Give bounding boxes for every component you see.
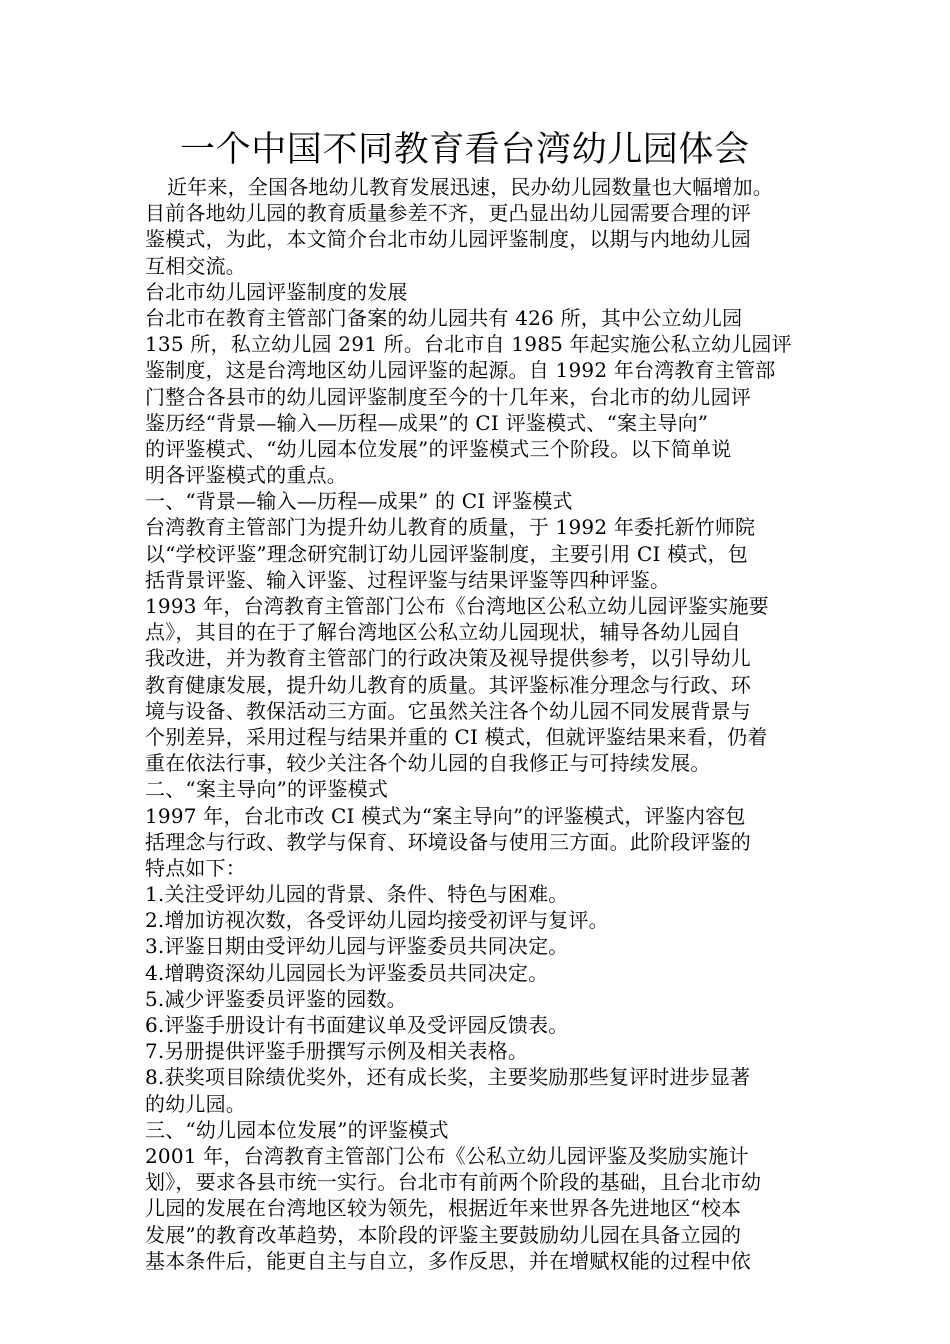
- text-line: 括理念与行政、教学与保育、环境设备与使用三方面。此阶段评鉴的: [145, 829, 751, 854]
- text-line: 的幼儿园。: [145, 1091, 246, 1116]
- text-line: 的评鉴模式、“幼儿园本位发展”的评鉴模式三个阶段。以下简单说: [145, 436, 732, 461]
- text-line: 个别差异，采用过程与结果并重的 CI 模式，但就评鉴结果来看，仍着: [145, 724, 768, 749]
- text-line: 台北市在教育主管部门备案的幼儿园共有 426 所，其中公立幼儿园: [145, 305, 743, 330]
- text-line: 4.增聘资深幼儿园园长为评鉴委员共同决定。: [145, 960, 549, 985]
- text-line: 我改进，并为教育主管部门的行政决策及视导提供参考，以引导幼儿: [145, 646, 751, 671]
- text-line: 3.评鉴日期由受评幼儿园与评鉴委员共同决定。: [145, 934, 569, 959]
- text-line: 7.另册提供评鉴手册撰写示例及相关表格。: [145, 1039, 529, 1064]
- text-line: 鉴制度，这是台湾地区幼儿园评鉴的起源。自 1992 年台湾教育主管部: [145, 358, 776, 383]
- text-line: 鉴模式，为此，本文简介台北市幼儿园评鉴制度，以期与内地幼儿园: [145, 227, 751, 252]
- text-line: 括背景评鉴、输入评鉴、过程评鉴与结果评鉴等四种评鉴。: [145, 567, 671, 592]
- text-line: 6.评鉴手册设计有书面建议单及受评园反馈表。: [145, 1013, 569, 1037]
- text-line: 基本条件后，能更自主与自立，多作反思，并在增赋权能的过程中依: [145, 1248, 751, 1273]
- text-line: 明各评鉴模式的重点。: [145, 463, 347, 488]
- text-line: 台北市幼儿园评鉴制度的发展: [145, 279, 408, 304]
- text-line: 8.获奖项目除绩优奖外，还有成长奖，主要奖励那些复评时进步显著: [145, 1065, 751, 1090]
- text-line: 台湾教育主管部门为提升幼儿教育的质量，于 1992 年委托新竹师院: [145, 515, 756, 540]
- text-line: 2001 年，台湾教育主管部门公布《公私立幼儿园评鉴及奖励实施计: [145, 1143, 749, 1168]
- text-line: 重在依法行事，较少关注各个幼儿园的自我修正与可持续发展。: [145, 751, 711, 776]
- text-line: 以“学校评鉴”理念研究制订幼儿园评鉴制度，主要引用 CI 模式，包: [145, 541, 748, 566]
- text-line: 135 所，私立幼儿园 291 所。台北市自 1985 年起实施公私立幼儿园评: [145, 332, 792, 357]
- text-line: 三、“幼儿园本位发展”的评鉴模式: [145, 1117, 449, 1142]
- text-line: 一、“背景—输入—历程—成果” 的 CI 评鉴模式: [145, 489, 573, 514]
- text-line: 二、“案主导向”的评鉴模式: [145, 777, 389, 802]
- text-line: 鉴历经“背景—输入—历程—成果”的 CI 评鉴模式、“案主导向”: [145, 410, 709, 435]
- text-line: 近年来，全国各地幼儿教育发展迅速，民办幼儿园数量也大幅增加。: [167, 175, 773, 199]
- text-line: 1997 年，台北市改 CI 模式为“案主导向”的评鉴模式，评鉴内容包: [145, 803, 746, 828]
- text-line: 教育健康发展，提升幼儿教育的质量。其评鉴标准分理念与行政、环: [145, 672, 751, 697]
- text-line: 特点如下：: [145, 855, 246, 880]
- document-body: [145, 174, 817, 1274]
- text-line: 2.增加访视次数，各受评幼儿园均接受初评与复评。: [145, 908, 609, 933]
- text-line: 门整合各县市的幼儿园评鉴制度至今的十几年来，台北市的幼儿园评: [145, 384, 751, 409]
- document-title: 一个中国不同教育看台湾幼儿园体会: [180, 130, 750, 170]
- text-line: 5.减少评鉴委员评鉴的园数。: [145, 986, 407, 1011]
- text-line: 互相交流。: [145, 253, 246, 278]
- text-line: 划》，要求各县市统一实行。台北市有前两个阶段的基础，且台北市幼: [145, 1170, 762, 1195]
- text-line: 1993 年，台湾教育主管部门公布《台湾地区公私立幼儿园评鉴实施要: [145, 594, 769, 618]
- text-line: 发展”的教育改革趋势，本阶段的评鉴主要鼓励幼儿园在具备立园的: [145, 1222, 742, 1247]
- text-line: 儿园的发展在台湾地区较为领先，根据近年来世界各先进地区“校本: [145, 1196, 742, 1221]
- text-line: 点》，其目的在于了解台湾地区公私立幼儿园现状，辅导各幼儿园自: [145, 620, 741, 645]
- text-line: 1.关注受评幼儿园的背景、条件、特色与困难。: [145, 882, 569, 907]
- text-line: 境与设备、教保活动三方面。它虽然关注各个幼儿园不同发展背景与: [145, 698, 751, 723]
- text-line: 目前各地幼儿园的教育质量参差不齐，更凸显出幼儿园需要合理的评: [145, 201, 751, 226]
